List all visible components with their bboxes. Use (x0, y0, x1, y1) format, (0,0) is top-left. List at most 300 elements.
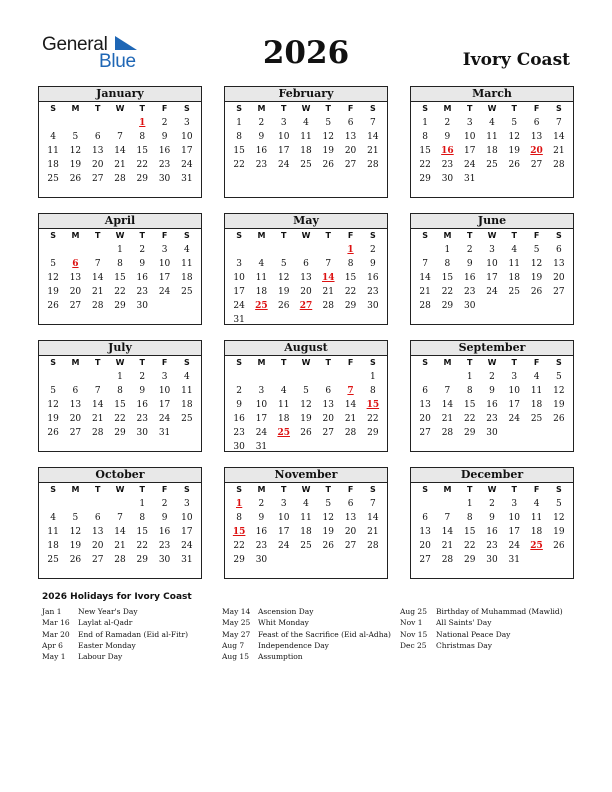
holiday-day: 15 (232, 527, 246, 537)
weekday-label: T (325, 104, 332, 113)
weekday-label: S (369, 485, 376, 494)
weekday-label: M (71, 485, 80, 494)
weekday-label: M (71, 358, 80, 367)
day: 26 (277, 301, 290, 311)
day: 24 (181, 160, 193, 170)
day: 27 (344, 541, 357, 551)
day: 9 (139, 386, 146, 396)
day: 1 (117, 245, 123, 255)
day: 26 (553, 414, 565, 424)
day: 30 (463, 301, 476, 311)
weekday-label: S (50, 231, 57, 240)
day: 3 (280, 499, 287, 509)
day: 10 (508, 386, 520, 396)
day: 19 (69, 541, 82, 551)
day: 23 (136, 287, 148, 297)
month-march (410, 86, 574, 198)
day: 3 (258, 386, 265, 396)
day: 15 (136, 527, 148, 537)
day: 18 (486, 146, 498, 156)
day: 2 (161, 499, 168, 509)
day: 24 (233, 301, 245, 311)
day: 17 (486, 273, 498, 283)
day: 25 (47, 555, 59, 565)
empty-day (228, 370, 250, 384)
weekday-label: S (236, 231, 243, 240)
day: 22 (233, 160, 245, 170)
day: 19 (47, 287, 59, 297)
day: 19 (553, 527, 565, 537)
day: 23 (255, 541, 268, 551)
weekday-label: S (50, 104, 57, 113)
weekday-label: F (533, 358, 540, 367)
day: 31 (233, 315, 245, 325)
day: 25 (530, 414, 543, 424)
weekday-label: T (280, 485, 287, 494)
day: 2 (161, 118, 168, 128)
month-june (410, 213, 574, 325)
day: 26 (322, 541, 334, 551)
holiday-date: May 25 (222, 618, 251, 628)
day: 8 (369, 386, 376, 396)
day: 8 (117, 259, 123, 269)
day: 28 (419, 301, 431, 311)
day: 8 (466, 386, 473, 396)
weekday-label: F (161, 231, 168, 240)
month-days-grid (225, 102, 387, 172)
day: 15 (114, 400, 126, 410)
day: 20 (553, 273, 565, 283)
day: 7 (444, 513, 451, 523)
empty-day (42, 370, 64, 384)
day: 2 (236, 386, 242, 396)
day: 18 (530, 527, 543, 537)
holiday-column (400, 606, 563, 651)
day: 13 (419, 527, 431, 537)
day: 24 (277, 160, 290, 170)
empty-day (64, 243, 86, 257)
day: 17 (508, 527, 520, 537)
weekday-label: F (161, 485, 168, 494)
day: 29 (344, 301, 357, 311)
holiday-date: May 14 (222, 607, 251, 616)
day: 28 (114, 555, 126, 565)
day: 19 (322, 146, 334, 156)
day: 27 (69, 301, 82, 311)
day: 3 (236, 259, 242, 269)
day: 29 (233, 555, 245, 565)
month-name: October (39, 468, 201, 483)
day: 6 (555, 245, 562, 255)
day: 8 (139, 513, 146, 523)
day: 17 (463, 146, 476, 156)
day: 2 (258, 118, 265, 128)
day: 21 (553, 146, 565, 156)
day: 26 (530, 287, 543, 297)
day: 24 (508, 541, 520, 551)
month-days-grid (225, 229, 387, 327)
weekday-label: T (466, 358, 473, 367)
day: 12 (553, 386, 565, 396)
empty-day (87, 370, 109, 384)
day: 4 (533, 372, 540, 382)
day: 13 (69, 273, 82, 283)
weekday-label: W (115, 358, 125, 367)
empty-day (42, 116, 64, 130)
day: 5 (50, 259, 56, 269)
day: 23 (136, 414, 148, 424)
month-name: May (225, 214, 387, 229)
day: 27 (91, 555, 104, 565)
day: 30 (136, 428, 148, 438)
day: 24 (255, 428, 268, 438)
day: 29 (114, 301, 126, 311)
day: 7 (94, 259, 101, 269)
day: 26 (300, 428, 312, 438)
day: 5 (325, 499, 332, 509)
day: 23 (486, 541, 498, 551)
day: 8 (444, 259, 451, 269)
empty-day (414, 497, 436, 511)
day: 14 (367, 132, 379, 142)
day: 12 (530, 259, 543, 269)
day: 29 (136, 555, 148, 565)
day: 31 (181, 174, 193, 184)
weekday-label: T (325, 231, 332, 240)
day: 18 (300, 146, 312, 156)
day: 13 (69, 400, 82, 410)
month-october (38, 467, 202, 579)
month-september (410, 340, 574, 452)
day: 4 (183, 372, 190, 382)
day: 27 (530, 160, 543, 170)
day: 2 (258, 499, 265, 509)
day: 12 (300, 400, 312, 410)
day: 7 (555, 118, 562, 128)
holiday-day: 25 (277, 428, 290, 438)
day: 27 (344, 160, 357, 170)
day: 9 (161, 132, 168, 142)
month-july (38, 340, 202, 452)
day: 4 (50, 132, 56, 142)
day: 2 (369, 245, 376, 255)
day: 12 (69, 527, 82, 537)
day: 14 (91, 400, 104, 410)
day: 6 (533, 118, 540, 128)
day: 28 (367, 160, 379, 170)
day: 1 (466, 499, 473, 509)
day: 28 (322, 301, 334, 311)
weekday-label: S (422, 485, 429, 494)
day: 27 (419, 555, 431, 565)
day: 25 (300, 160, 312, 170)
day: 19 (508, 146, 520, 156)
day: 17 (158, 273, 171, 283)
day: 14 (553, 132, 565, 142)
day: 21 (419, 287, 431, 297)
day: 14 (419, 273, 431, 283)
day: 14 (367, 513, 379, 523)
day: 13 (530, 132, 543, 142)
weekday-label: T (139, 231, 146, 240)
month-november (224, 467, 388, 579)
day: 30 (255, 555, 268, 565)
empty-day (228, 243, 250, 257)
day: 6 (347, 499, 354, 509)
day: 22 (233, 541, 245, 551)
day: 7 (444, 386, 451, 396)
day: 6 (422, 513, 428, 523)
holiday-day: 14 (322, 273, 335, 283)
month-name: September (411, 341, 573, 356)
day: 20 (91, 160, 104, 170)
holiday-row (400, 606, 563, 617)
day: 21 (441, 414, 454, 424)
day: 4 (533, 499, 540, 509)
day: 17 (277, 146, 290, 156)
day: 22 (367, 414, 379, 424)
month-name: February (225, 87, 387, 102)
day: 10 (158, 259, 171, 269)
holiday-day: 25 (530, 541, 543, 551)
day: 23 (463, 287, 476, 297)
day: 7 (369, 118, 376, 128)
month-name: April (39, 214, 201, 229)
day: 18 (530, 400, 543, 410)
holiday-column (222, 606, 391, 662)
weekday-label: T (139, 104, 146, 113)
weekday-label: T (94, 231, 101, 240)
day: 22 (344, 287, 357, 297)
weekday-label: W (115, 485, 125, 494)
day: 7 (325, 259, 332, 269)
day: 26 (69, 555, 82, 565)
day: 15 (344, 273, 357, 283)
day: 10 (158, 386, 171, 396)
day: 5 (303, 386, 309, 396)
weekday-label: S (555, 485, 562, 494)
weekday-label: S (555, 358, 562, 367)
empty-day (339, 370, 361, 384)
holiday-row (400, 617, 563, 628)
weekday-label: T (511, 485, 518, 494)
day: 20 (419, 414, 431, 424)
holiday-row (42, 651, 188, 662)
empty-day (436, 370, 458, 384)
weekday-label: M (257, 231, 266, 240)
day: 5 (555, 372, 562, 382)
day: 18 (181, 273, 193, 283)
day: 11 (300, 132, 312, 142)
day: 24 (463, 160, 476, 170)
brand-name-line2: Blue (99, 51, 136, 72)
day: 15 (136, 146, 148, 156)
day: 13 (419, 400, 431, 410)
day: 1 (422, 118, 428, 128)
day: 2 (139, 372, 146, 382)
empty-day (64, 370, 86, 384)
weekday-label: T (511, 231, 518, 240)
holiday-date: Nov 15 (400, 629, 428, 639)
holiday-date: Nov 1 (400, 618, 423, 628)
weekday-label: S (236, 358, 243, 367)
day: 9 (369, 259, 376, 269)
weekday-label: T (280, 231, 287, 240)
day: 8 (347, 259, 354, 269)
month-name: December (411, 468, 573, 483)
empty-day (87, 116, 109, 130)
day: 17 (181, 527, 193, 537)
day: 24 (508, 414, 520, 424)
day: 25 (300, 541, 312, 551)
day: 12 (277, 273, 290, 283)
day: 18 (47, 541, 59, 551)
empty-day (414, 370, 436, 384)
day: 23 (486, 414, 498, 424)
day: 14 (91, 273, 104, 283)
day: 11 (508, 259, 520, 269)
day: 23 (441, 160, 454, 170)
day: 22 (419, 160, 431, 170)
day: 22 (441, 287, 454, 297)
weekday-label: S (422, 231, 429, 240)
day: 26 (553, 541, 565, 551)
day: 7 (117, 513, 123, 523)
weekday-label: S (555, 231, 562, 240)
day: 13 (322, 400, 334, 410)
weekday-label: W (115, 104, 125, 113)
day: 9 (236, 400, 242, 410)
weekday-label: F (533, 485, 540, 494)
day: 1 (444, 245, 451, 255)
day: 28 (367, 541, 379, 551)
weekday-label: F (161, 358, 168, 367)
day: 19 (69, 160, 82, 170)
weekday-label: S (236, 485, 243, 494)
day: 7 (94, 386, 101, 396)
day: 26 (322, 160, 334, 170)
day: 12 (47, 400, 59, 410)
day: 21 (344, 414, 357, 424)
day: 3 (280, 118, 287, 128)
day: 10 (508, 513, 520, 523)
day: 7 (422, 259, 428, 269)
day: 7 (117, 132, 123, 142)
holiday-day: 7 (347, 386, 354, 396)
day: 18 (508, 273, 520, 283)
weekday-label: T (139, 485, 146, 494)
day: 17 (508, 400, 520, 410)
day: 30 (158, 555, 171, 565)
month-may (224, 213, 388, 325)
day: 9 (489, 513, 495, 523)
holiday-day: 1 (347, 245, 354, 255)
weekday-label: F (347, 231, 354, 240)
day: 13 (344, 513, 357, 523)
day: 31 (255, 442, 268, 452)
day: 22 (136, 541, 148, 551)
day: 30 (486, 428, 498, 438)
day: 4 (489, 118, 495, 128)
day: 8 (422, 132, 428, 142)
day: 17 (158, 400, 171, 410)
day: 4 (50, 513, 56, 523)
holiday-row (222, 640, 391, 651)
day: 10 (255, 400, 268, 410)
day: 22 (114, 414, 126, 424)
day: 5 (72, 132, 79, 142)
day: 8 (466, 513, 473, 523)
weekday-label: W (301, 358, 311, 367)
day: 16 (255, 527, 268, 537)
weekday-label: S (183, 358, 190, 367)
holiday-row (222, 617, 391, 628)
day: 19 (553, 400, 565, 410)
day: 24 (158, 414, 171, 424)
day: 5 (50, 386, 56, 396)
weekday-label: M (443, 485, 452, 494)
month-days-grid (39, 102, 201, 186)
day: 3 (183, 118, 190, 128)
day: 11 (47, 527, 59, 537)
day: 2 (489, 372, 495, 382)
holiday-row (42, 640, 188, 651)
brand-name-line1: General (42, 34, 108, 55)
holiday-date: Apr 6 (42, 640, 63, 650)
day: 29 (463, 555, 476, 565)
day: 13 (553, 259, 565, 269)
day: 10 (181, 513, 193, 523)
day: 11 (300, 513, 312, 523)
month-days-grid (39, 229, 201, 313)
day: 20 (69, 287, 82, 297)
day: 28 (553, 160, 565, 170)
day: 30 (158, 174, 171, 184)
day: 16 (158, 146, 171, 156)
day: 16 (233, 414, 245, 424)
day: 19 (277, 287, 290, 297)
day: 19 (530, 273, 543, 283)
weekday-label: W (301, 231, 311, 240)
weekday-label: F (161, 104, 168, 113)
day: 10 (277, 513, 290, 523)
day: 4 (303, 118, 309, 128)
weekday-label: S (50, 358, 57, 367)
day: 28 (344, 428, 357, 438)
month-name: January (39, 87, 201, 102)
holiday-row (42, 617, 188, 628)
day: 11 (530, 386, 543, 396)
day: 9 (444, 132, 451, 142)
day: 7 (369, 499, 376, 509)
day: 16 (136, 400, 148, 410)
holiday-date: Mar 16 (42, 618, 70, 628)
day: 21 (114, 160, 126, 170)
day: 12 (322, 513, 334, 523)
empty-day (87, 243, 109, 257)
day: 26 (69, 174, 82, 184)
day: 10 (486, 259, 498, 269)
day: 5 (533, 245, 540, 255)
holiday-day: 27 (299, 301, 313, 311)
day: 18 (277, 414, 290, 424)
holiday-date: Mar 20 (42, 629, 70, 639)
weekday-label: T (466, 104, 473, 113)
day: 15 (463, 400, 476, 410)
day: 18 (255, 287, 268, 297)
day: 17 (255, 414, 268, 424)
holiday-date: May 1 (42, 652, 66, 662)
